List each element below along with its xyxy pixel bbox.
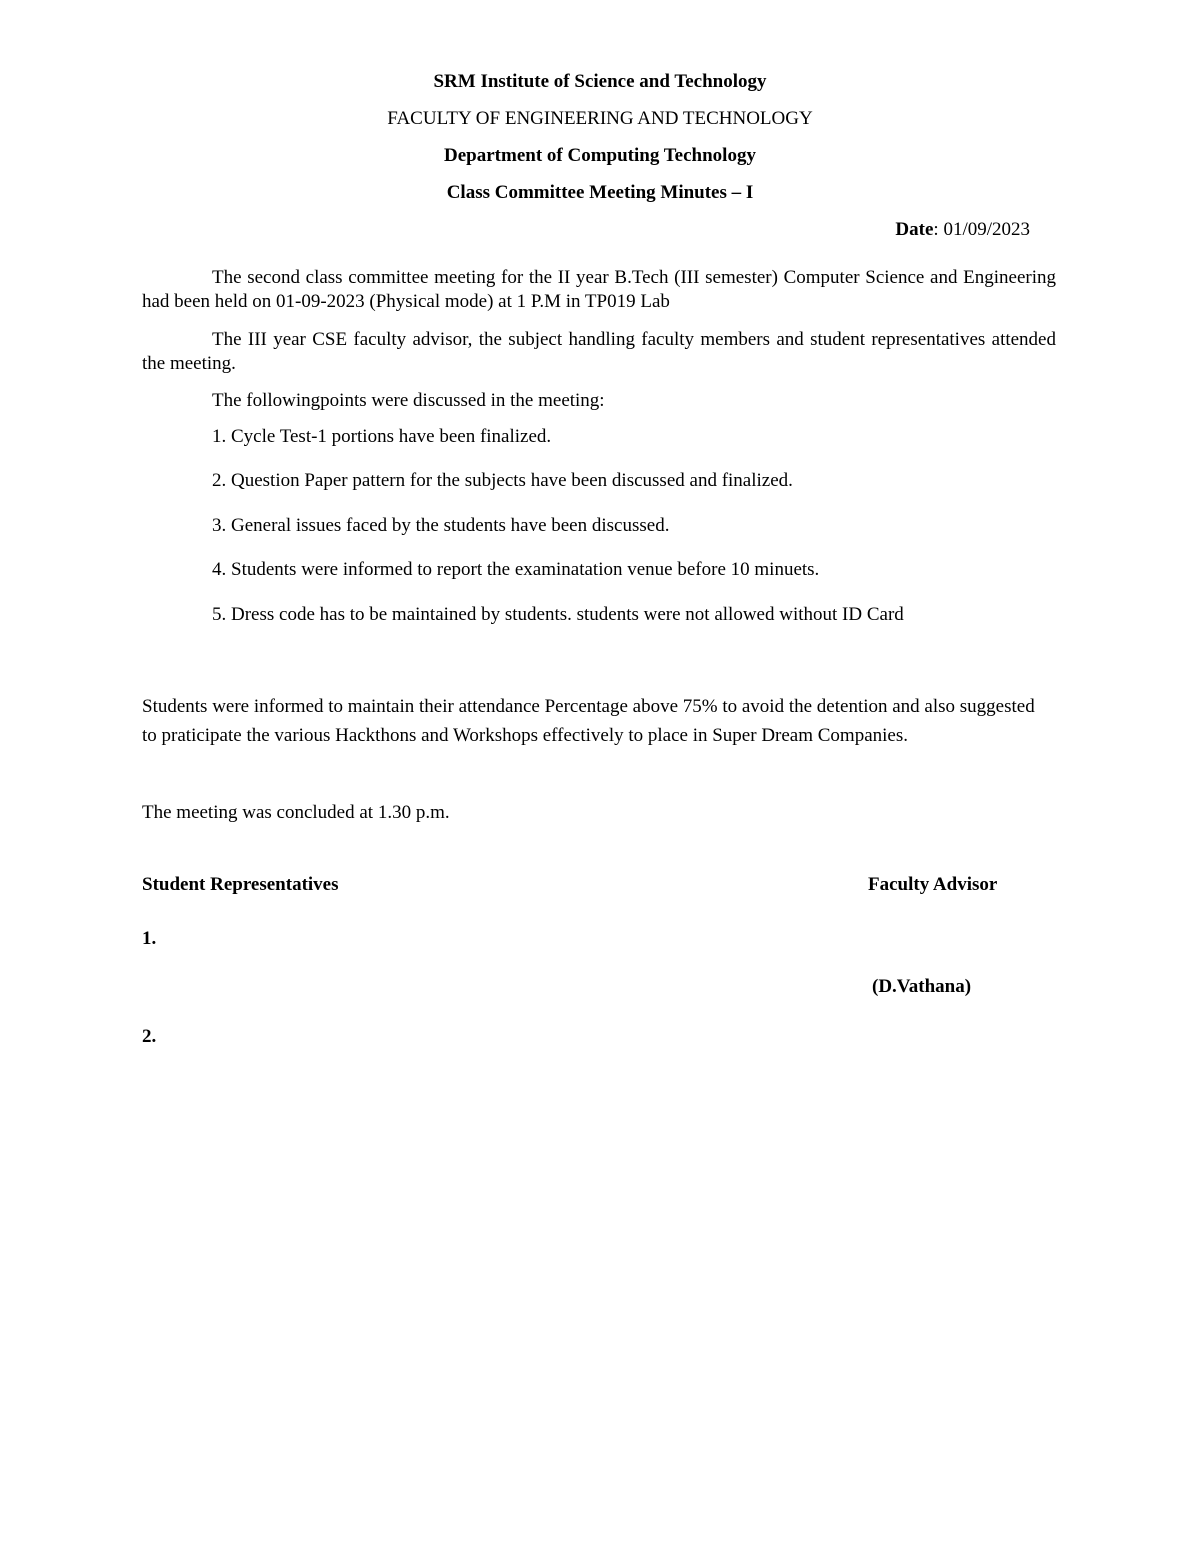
attendance-note: Students were informed to maintain their attendance Percentage above 75% to avoid the detention and also suggested to praticipate the various Hackthons and Workshops effectively to place in Super Dream Companies. <box>142 696 1035 746</box>
discussion-point: 2. Question Paper pattern for the subjects have been discussed and finalized. <box>212 470 793 491</box>
points-intro: The followingpoints were discussed in the meeting: <box>212 390 605 411</box>
document-title: Class Committee Meeting Minutes – I <box>446 182 754 203</box>
meeting-conclusion: The meeting was concluded at 1.30 p.m. <box>142 802 450 823</box>
department-name: Department of Computing Technology <box>444 145 756 166</box>
discussion-point: 1. Cycle Test-1 portions have been finalized. <box>212 426 552 447</box>
faculty-name: FACULTY OF ENGINEERING AND TECHNOLOGY <box>387 108 813 129</box>
intro-paragraph: The second class committee meeting for the II year B.Tech (III semester) Computer Science and Engineering had been held on 01-09-2023 (Physical mode) at 1 P.M in TP019 Lab <box>142 267 1056 312</box>
date-value: 01/09/2023 <box>943 219 1030 240</box>
meeting-date <box>895 218 1030 242</box>
student-reps-label: Student Representatives <box>142 874 339 895</box>
discussion-point: 4. Students were informed to report the examinatation venue before 10 minuets. <box>212 559 820 580</box>
student-rep-2: 2. <box>142 1026 157 1047</box>
institute-name: SRM Institute of Science and Technology <box>433 71 767 92</box>
discussion-point: 3. General issues faced by the students have been discussed. <box>212 515 670 536</box>
faculty-advisor-name: (D.Vathana) <box>872 976 972 997</box>
date-label: Date <box>895 219 934 240</box>
faculty-advisor-label: Faculty Advisor <box>868 874 998 895</box>
date-separator: : <box>933 219 944 240</box>
discussion-point: 5. Dress code has to be maintained by students. students were not allowed without ID Card <box>212 604 904 625</box>
attendees-paragraph: The III year CSE faculty advisor, the subject handling faculty members and student representatives attended the meeting. <box>142 329 1056 374</box>
student-rep-1: 1. <box>142 928 157 949</box>
